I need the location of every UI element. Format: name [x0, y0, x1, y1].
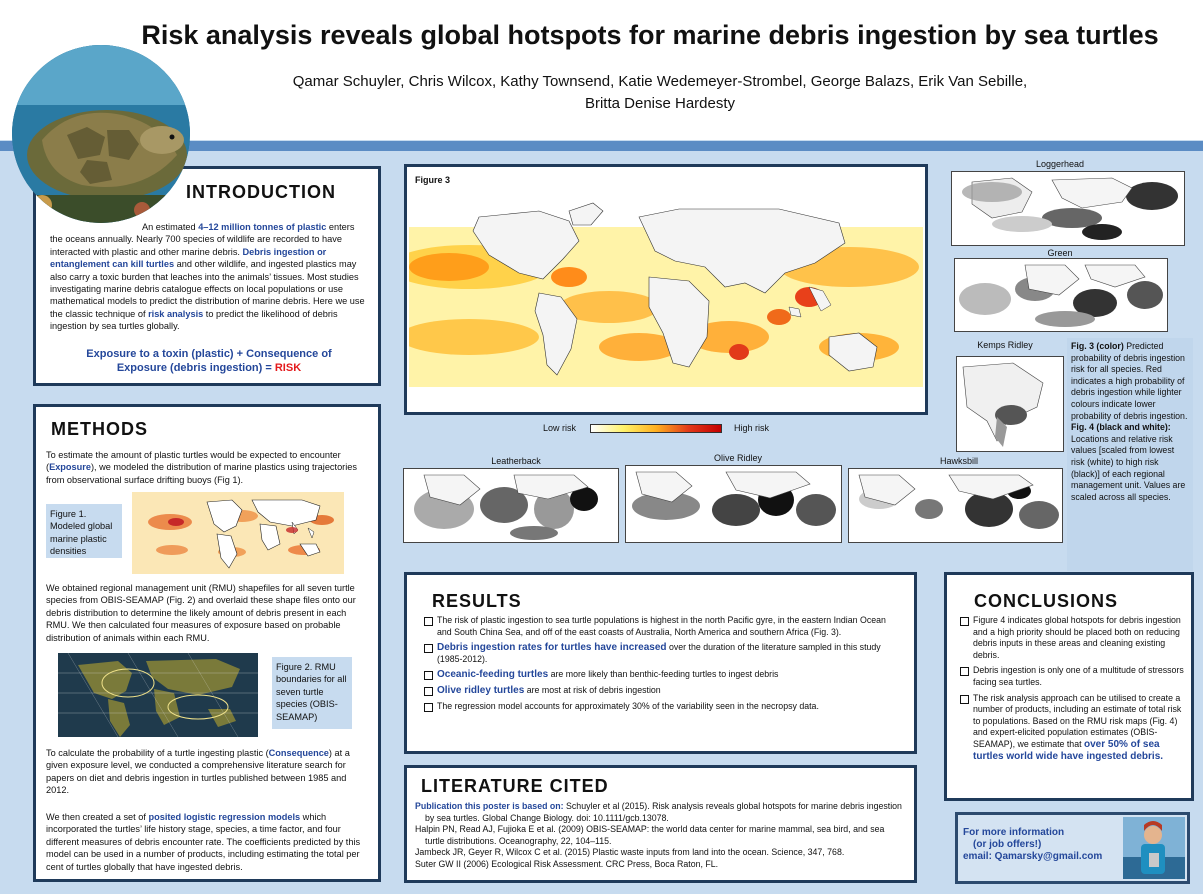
conclusions-box	[944, 572, 1194, 801]
introduction-heading: INTRODUCTION	[186, 182, 336, 202]
methods-paragraph-4: We then created a set of posited logistic regression models which incorporated the turtles’ life history stage, species, a time factor, and four different measures of debris encounter rate. The coefficients predicted by this model can be used in a number of products, including estimating the total per cent of turtles globally that have ingested debris.	[46, 812, 361, 872]
results-item: The regression model accounts for approximately 30% of the variability seen in the necropsy data.	[423, 701, 903, 713]
figure-3-box	[404, 164, 928, 415]
literature-list	[415, 801, 905, 871]
kemps-ridley-rmu-map	[956, 356, 1064, 452]
reference: Publication this poster is based on: Schuyler et al (2015). Risk analysis reveals global hotspots for marine debris ingestion by sea turtles. Global Change Biology. doi: 10.1111/gcb.13078.	[415, 801, 902, 823]
figure-2-caption-box	[272, 657, 352, 729]
contact-text: For more information (or job offers!) email: Qamarsky@gmail.com	[963, 827, 1103, 862]
conclusions-list	[959, 615, 1184, 766]
map-label-leatherback: Leatherback	[491, 456, 541, 466]
author-photo	[1123, 817, 1185, 879]
green-rmu-map	[954, 258, 1168, 332]
methods-heading: METHODS	[51, 419, 148, 439]
reference: Halpin PN, Read AJ, Fujioka E et al. (2009) OBIS-SEAMAP: the world data center for marine mammal, sea bird, and sea turtle distributions. Oceanography, 22, 104–115.	[415, 824, 885, 846]
figure-3-label: Figure 3	[415, 175, 451, 185]
authors-line-1: Qamar Schuyler, Chris Wilcox, Kathy Townsend, Katie Wedemeyer-Strombel, George Balazs, Erik Van Sebille,	[292, 73, 1028, 90]
conclusions-heading: CONCLUSIONS	[974, 591, 1119, 611]
map-label-kemps-ridley: Kemps Ridley	[977, 340, 1033, 350]
results-item: The risk of plastic ingestion to sea turtle populations is highest in the north Pacific gyre, in the eastern Indian Ocean and South China Sea, and off of the east coasts of Australia, North America and southern Africa (Fig. 3).	[423, 615, 903, 638]
results-heading: RESULTS	[432, 591, 522, 611]
results-item: Oceanic-feeding turtles are more likely than benthic-feeding turtles to ingest debris	[423, 669, 903, 681]
poster-title: Risk analysis reveals global hotspots for marine debris ingestion by sea turtles	[141, 20, 1159, 50]
conclusions-item: The risk analysis approach can be utilised to create a number of products, including an estimate of total risk to populations. Based on the RMU risk maps (Fig. 4) and expert-elicited population estimates (OBIS-SEAMAP), we estimate that over 50% of sea turtles world wide have ingested debris.	[959, 693, 1184, 763]
figure-2-caption: Figure 2. RMU boundaries for all seven turtle species (OBIS-SEAMAP)	[276, 662, 347, 722]
introduction-text: An estimated 4–12 million tonnes of plastic enters the oceans annually. Nearly 700 species of wildlife are recorded to have interacted with plastic and other marine debris. Debris ingestion or entanglement can kill turtles and other wildlife, and ingested plastics may also carry a toxic burden that leaches into the animals’ tissues. Most studies investigating marine debris catalogue effects on local populations or use mathematical models to predict the distribution of marine debris. Here we use the classic technique of risk analysis to predict the likelihood of debris ingestion by sea turtles globally.	[50, 222, 365, 332]
literature-heading: LITERATURE CITED	[421, 776, 609, 796]
figure-1-plastic-density-map	[132, 492, 344, 574]
hawksbill-rmu-map	[848, 468, 1063, 543]
leatherback-rmu-map	[403, 468, 619, 543]
legend-color-bar	[590, 424, 722, 433]
sea-turtle-photo	[12, 45, 190, 223]
authors-line-2: Britta Denise Hardesty	[584, 95, 736, 112]
authors	[220, 71, 1100, 115]
map-label-olive-ridley: Olive Ridley	[713, 453, 762, 463]
literature-box	[404, 765, 917, 883]
figure-caption-box	[1067, 338, 1193, 571]
loggerhead-rmu-map	[951, 171, 1185, 246]
contact-box	[955, 812, 1190, 884]
map-label-green: Green	[1047, 248, 1073, 258]
methods-paragraph-2: We obtained regional management unit (RMU) shapefiles for all seven turtle species from OBIS-SEAMAP (Fig. 2) and overlaid these shape files onto our debris distribution to determine the likely amount of debris present in each RMU. We then calculated four measures of exposure based on probable distribution of animals within each RMU.	[46, 583, 356, 643]
figure-1-caption-box	[46, 504, 122, 558]
legend-low-label: Low risk	[543, 423, 577, 433]
conclusions-item: Figure 4 indicates global hotspots for debris ingestion and a high priority should be placed both on reducing debris inputs in these areas and cleaning existing debris.	[959, 615, 1184, 661]
figure-3-risk-map	[409, 197, 923, 411]
olive-ridley-rmu-map	[625, 465, 842, 543]
methods-paragraph-1: To estimate the amount of plastic turtles would be expected to encounter (Exposure), we modeled the distribution of marine plastics using trajectories from observational surface drifting buoys (Fig 1).	[46, 450, 357, 485]
figure-1-caption: Figure 1. Modeled global marine plastic densities	[50, 509, 113, 557]
reference: Suter GW II (2006) Ecological Risk Assessment. CRC Press, Boca Raton, FL.	[415, 858, 719, 869]
results-item: Debris ingestion rates for turtles have increased over the duration of the literature sampled in this study (1985-2012).	[423, 642, 903, 665]
risk-legend	[540, 422, 780, 436]
legend-high-label: High risk	[734, 423, 770, 433]
methods-paragraph-3: To calculate the probability of a turtle ingesting plastic (Consequence) at a given exposure level, we conducted a comprehensive literature search for papers on diet and debris ingestion in turtles published between 1985 and 2012.	[46, 748, 350, 796]
results-box	[404, 572, 917, 754]
map-label-loggerhead: Loggerhead	[1035, 159, 1085, 169]
reference: Jambeck JR, Geyer R, Wilcox C et al. (2015) Plastic waste inputs from land into the ocean. Science, 347, 768.	[415, 847, 845, 858]
figure-2-rmu-satellite-map	[58, 653, 258, 737]
risk-equation: Exposure to a toxin (plastic) + Consequence of Exposure (debris ingestion) = RISK	[86, 348, 332, 374]
results-list	[423, 615, 903, 716]
map-label-hawksbill: Hawksbill	[939, 456, 978, 466]
results-item: Olive ridley turtles are most at risk of debris ingestion	[423, 685, 903, 697]
conclusions-item: Debris ingestion is only one of a multitude of stressors facing sea turtles.	[959, 665, 1184, 688]
figure-caption-text: Fig. 3 (color) Predicted probability of debris ingestion risk for all species. Red indicates a high probability of debris ingestion while lighter colours indicate lower probability of debris ingestion. Fig. 4 (black and white): Locations and relative risk values [scaled from lowest risk (white) to high risk (black)] of each regional management unit. Values are scaled across all species.	[1071, 341, 1188, 502]
methods-box	[33, 404, 381, 882]
